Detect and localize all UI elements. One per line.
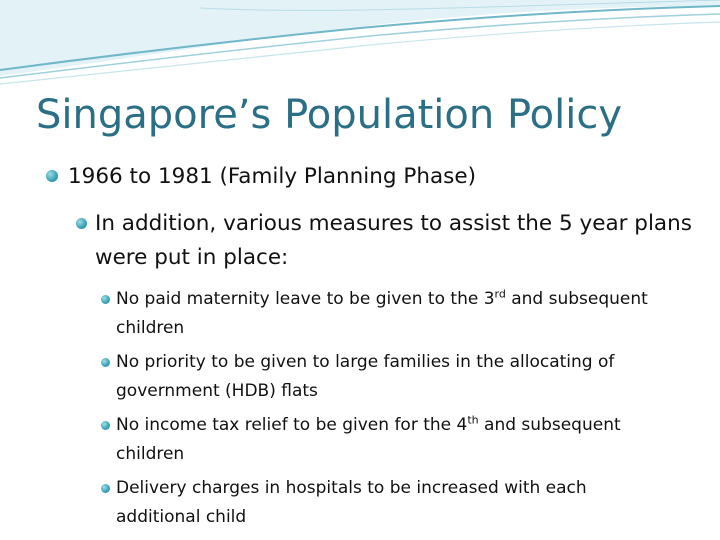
slide-title: Singapore’s Population Policy: [36, 92, 622, 138]
bullet-dot-icon: [101, 295, 110, 304]
bullet-dot-icon: [101, 484, 110, 493]
bullet-dot-icon: [101, 358, 110, 367]
level1-bullet-text: 1966 to 1981 (Family Planning Phase): [68, 164, 476, 189]
level2-bullet-text: In addition, various measures to assist the 5 year plans were put in place:: [95, 211, 692, 270]
sub-bullet-item: [0, 474, 720, 534]
sub-bullet-item: [0, 348, 720, 408]
sub-bullet-text: No income tax relief to be given for the 4th and subsequent children: [116, 413, 621, 464]
sub-bullet-item: [0, 411, 720, 471]
sub-bullet-text: No priority to be given to large families in the allocating of government (HDB) flats: [116, 352, 615, 401]
bullet-dot-icon: [101, 421, 110, 430]
sub-bullet-item: [0, 285, 720, 345]
sub-bullet-text: No paid maternity leave to be given to the 3rd and subsequent children: [116, 287, 648, 338]
sub-bullet-text: Delivery charges in hospitals to be increased with each additional child: [116, 478, 587, 527]
